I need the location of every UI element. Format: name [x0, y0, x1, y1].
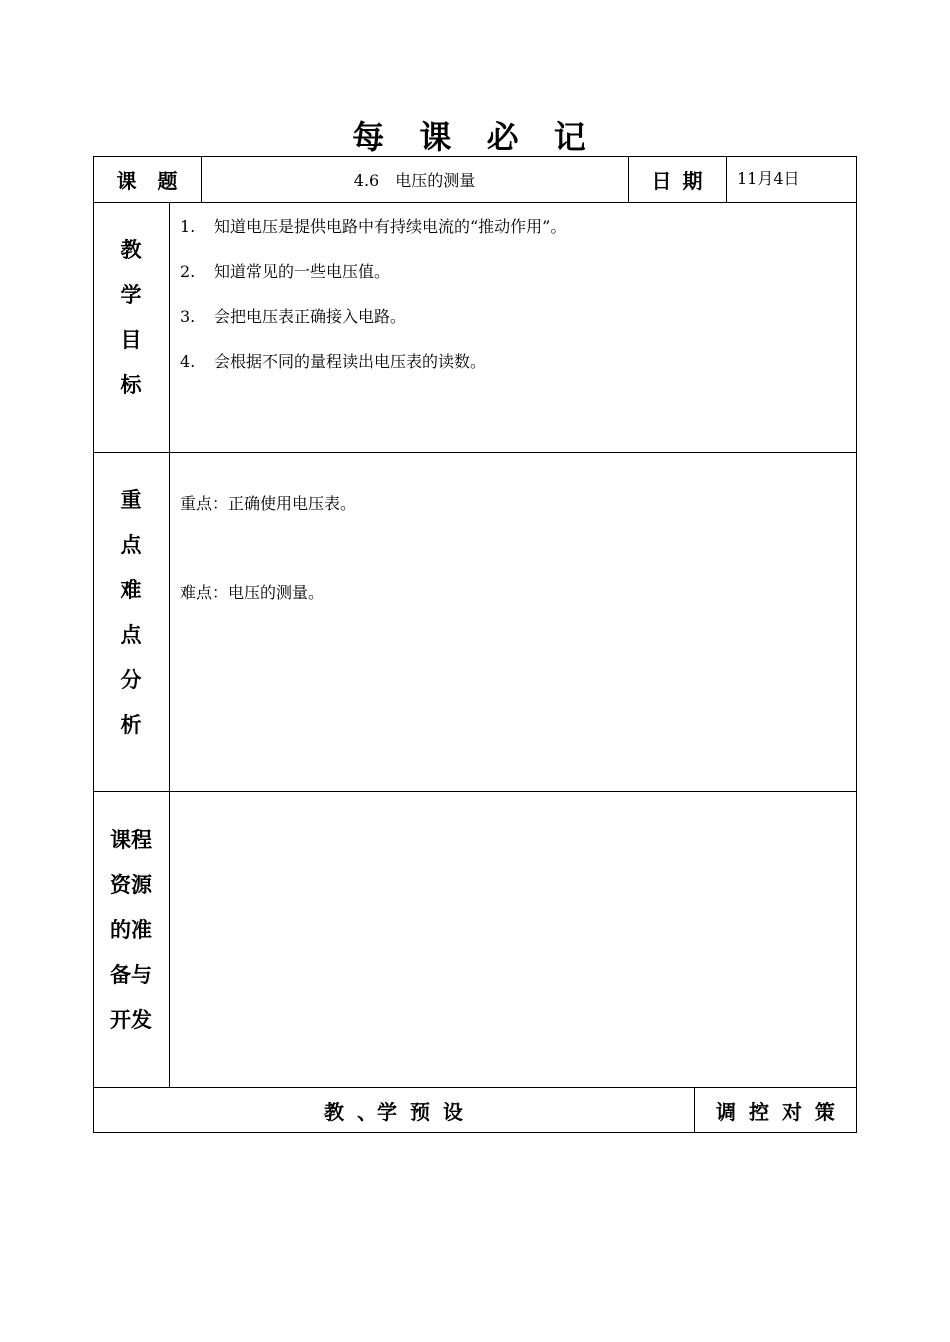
- resources-label: [93, 818, 169, 1043]
- objective-number: 2.: [180, 262, 196, 281]
- topic-value: 4.6 电压的测量: [353, 170, 476, 190]
- resources-label-line: 开发: [110, 1008, 152, 1032]
- key-points-label-char: 析: [120, 713, 142, 737]
- objective-number: 3.: [180, 307, 196, 326]
- date-label: 日 期: [651, 168, 703, 193]
- objectives-label-char: 目: [120, 328, 142, 352]
- objective-item: [180, 304, 406, 327]
- objective-text: 会根据不同的量程读出电压表的读数。: [214, 352, 487, 371]
- difficulty-text: 难点：电压的测量。: [180, 583, 325, 602]
- key-points-label-char: 难: [120, 578, 142, 602]
- objective-item: [180, 259, 390, 282]
- key-points-label-char: 点: [120, 623, 142, 647]
- date-value: 11月4日: [737, 169, 800, 188]
- key-points-label-char: 重: [120, 488, 142, 512]
- row-divider: [93, 791, 857, 792]
- objective-item: [180, 349, 486, 372]
- resources-label-line: 资源: [110, 873, 152, 897]
- resources-label-line: 的准: [110, 918, 152, 942]
- key-points-label-char: 点: [120, 533, 142, 557]
- adjustment-strategy-label: 调 控 对 策: [716, 1099, 835, 1124]
- page-title: 每 课 必 记: [352, 118, 598, 156]
- resources-label-line: 备与: [110, 963, 152, 987]
- topic-label: 课 题: [116, 168, 178, 193]
- objectives-label-char: 学: [120, 283, 142, 307]
- key-point-text: 重点：正确使用电压表。: [180, 494, 357, 513]
- objectives-label: [93, 228, 169, 408]
- lesson-table: [93, 156, 857, 1133]
- row-divider: [93, 452, 857, 453]
- teaching-plan-label: 教 、学 预 设: [324, 1099, 463, 1124]
- objective-text: 会把电压表正确接入电路。: [214, 307, 407, 326]
- objective-number: 4.: [180, 352, 196, 371]
- key-points-label: [93, 478, 169, 748]
- objectives-label-char: 标: [120, 373, 142, 397]
- key-points-label-char: 分: [120, 668, 142, 692]
- row-divider: [93, 202, 857, 203]
- objective-text: 知道常见的一些电压值。: [214, 262, 391, 281]
- objective-text: 知道电压是提供电路中有持续电流的“推动作用”。: [214, 217, 567, 236]
- objectives-label-char: 教: [120, 238, 142, 262]
- resources-label-line: 课程: [110, 828, 152, 852]
- col-divider: [726, 156, 727, 202]
- objective-item: [180, 214, 566, 237]
- objective-number: 1.: [180, 217, 196, 236]
- col-divider: [169, 202, 170, 1087]
